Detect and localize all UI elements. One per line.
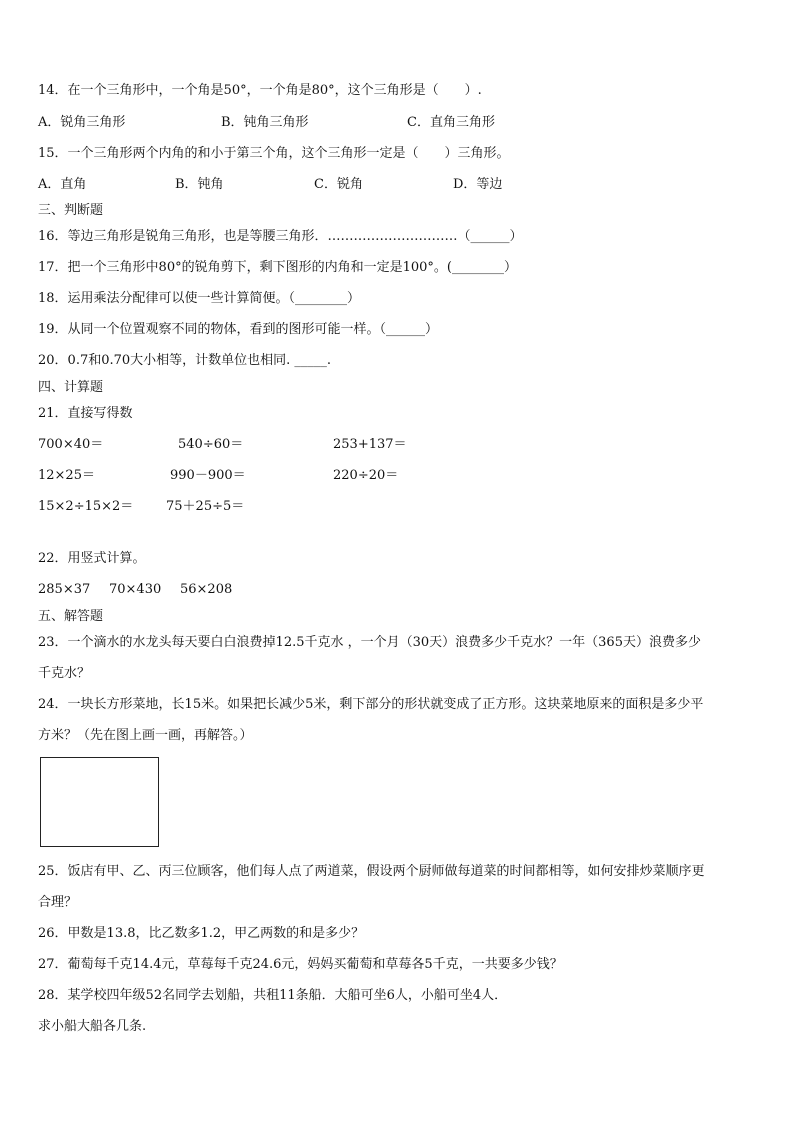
calc-item: 540÷60＝ xyxy=(178,437,244,452)
calc-item: 990－900＝ xyxy=(170,468,246,483)
question-24-line2: 方米？（先在图上画一画，再解答。） xyxy=(38,728,253,743)
question-20: 20．0.7和0.70大小相等，计数单位也相同. _____. xyxy=(38,353,332,368)
section-heading-calculation: 四、计算题 xyxy=(38,380,104,395)
q15-stem: 15．一个三角形两个内角的和小于第三个角，这个三角形一定是（ ）三角形。 xyxy=(38,146,510,161)
calc-item: 15×2÷15×2＝ xyxy=(38,499,134,514)
vertical-calc-item: 56×208 xyxy=(180,582,233,597)
question-28-line1: 28．某学校四年级52名同学去划船，共租11条船．大船可坐6人，小船可坐4人． xyxy=(38,988,508,1003)
question-28-line2: 求小船大船各几条. xyxy=(38,1019,147,1034)
section-heading-word-problems: 五、解答题 xyxy=(38,609,104,624)
q14-stem: 14．在一个三角形中，一个角是50°，一个角是80°，这个三角形是（ ）. xyxy=(38,83,482,98)
question-21-title: 21．直接写得数 xyxy=(38,406,133,421)
question-27: 27．葡萄每千克14.4元，草莓每千克24.6元，妈妈买葡萄和草莓各5千克，一共要多少钱？ xyxy=(38,957,563,972)
question-22-title: 22．用竖式计算。 xyxy=(38,551,146,566)
question-26: 26．甲数是13.8，比乙数多1.2，甲乙两数的和是多少？ xyxy=(38,926,365,941)
question-23-line1: 23．一个滴水的水龙头每天要白白浪费掉12.5千克水 ，一个月（30天）浪费多少千克水？一年（365天）浪费多少 xyxy=(38,635,701,650)
q14-option-b: B．钝角三角形 xyxy=(221,115,309,130)
question-25-line2: 合理？ xyxy=(38,895,78,910)
q14-option-c: C．直角三角形 xyxy=(407,115,495,130)
question-24-line1: 24．一块长方形菜地，长15米。如果把长减少5米，剩下部分的形状就变成了正方形。这块菜地原来的面积是多少平 xyxy=(38,697,704,712)
q15-option-b: B．钝角 xyxy=(175,177,224,192)
calc-item: 220÷20＝ xyxy=(333,468,399,483)
section-heading-judgment: 三、判断题 xyxy=(38,203,104,218)
question-16: 16．等边三角形是锐角三角形，也是等腰三角形．…………………………（______） xyxy=(38,229,523,244)
q15-option-a: A．直角 xyxy=(38,177,87,192)
calc-item: 253+137＝ xyxy=(333,437,407,452)
question-19: 19．从同一个位置观察不同的物体，看到的图形可能一样。（______） xyxy=(38,322,439,337)
q15-option-c: C．锐角 xyxy=(314,177,363,192)
q15-option-d: D．等边 xyxy=(453,177,503,192)
question-17: 17．把一个三角形中80°的锐角剪下，剩下图形的内角和一定是100°。(________） xyxy=(38,260,517,275)
rectangle-figure xyxy=(40,757,159,847)
question-23-line2: 千克水？ xyxy=(38,666,91,681)
vertical-calc-item: 70×430 xyxy=(109,582,162,597)
calc-item: 700×40＝ xyxy=(38,437,104,452)
q14-option-a: A．锐角三角形 xyxy=(38,115,126,130)
question-25-line1: 25．饭店有甲、乙、丙三位顾客，他们每人点了两道菜，假设两个厨师做每道菜的时间都相等，如何安排炒菜顺序更 xyxy=(38,864,705,879)
vertical-calc-item: 285×37 xyxy=(38,582,91,597)
calc-item: 12×25＝ xyxy=(38,468,95,483)
question-18: 18．运用乘法分配律可以使一些计算简便。（________） xyxy=(38,291,361,306)
calc-item: 75＋25÷5＝ xyxy=(166,499,245,514)
